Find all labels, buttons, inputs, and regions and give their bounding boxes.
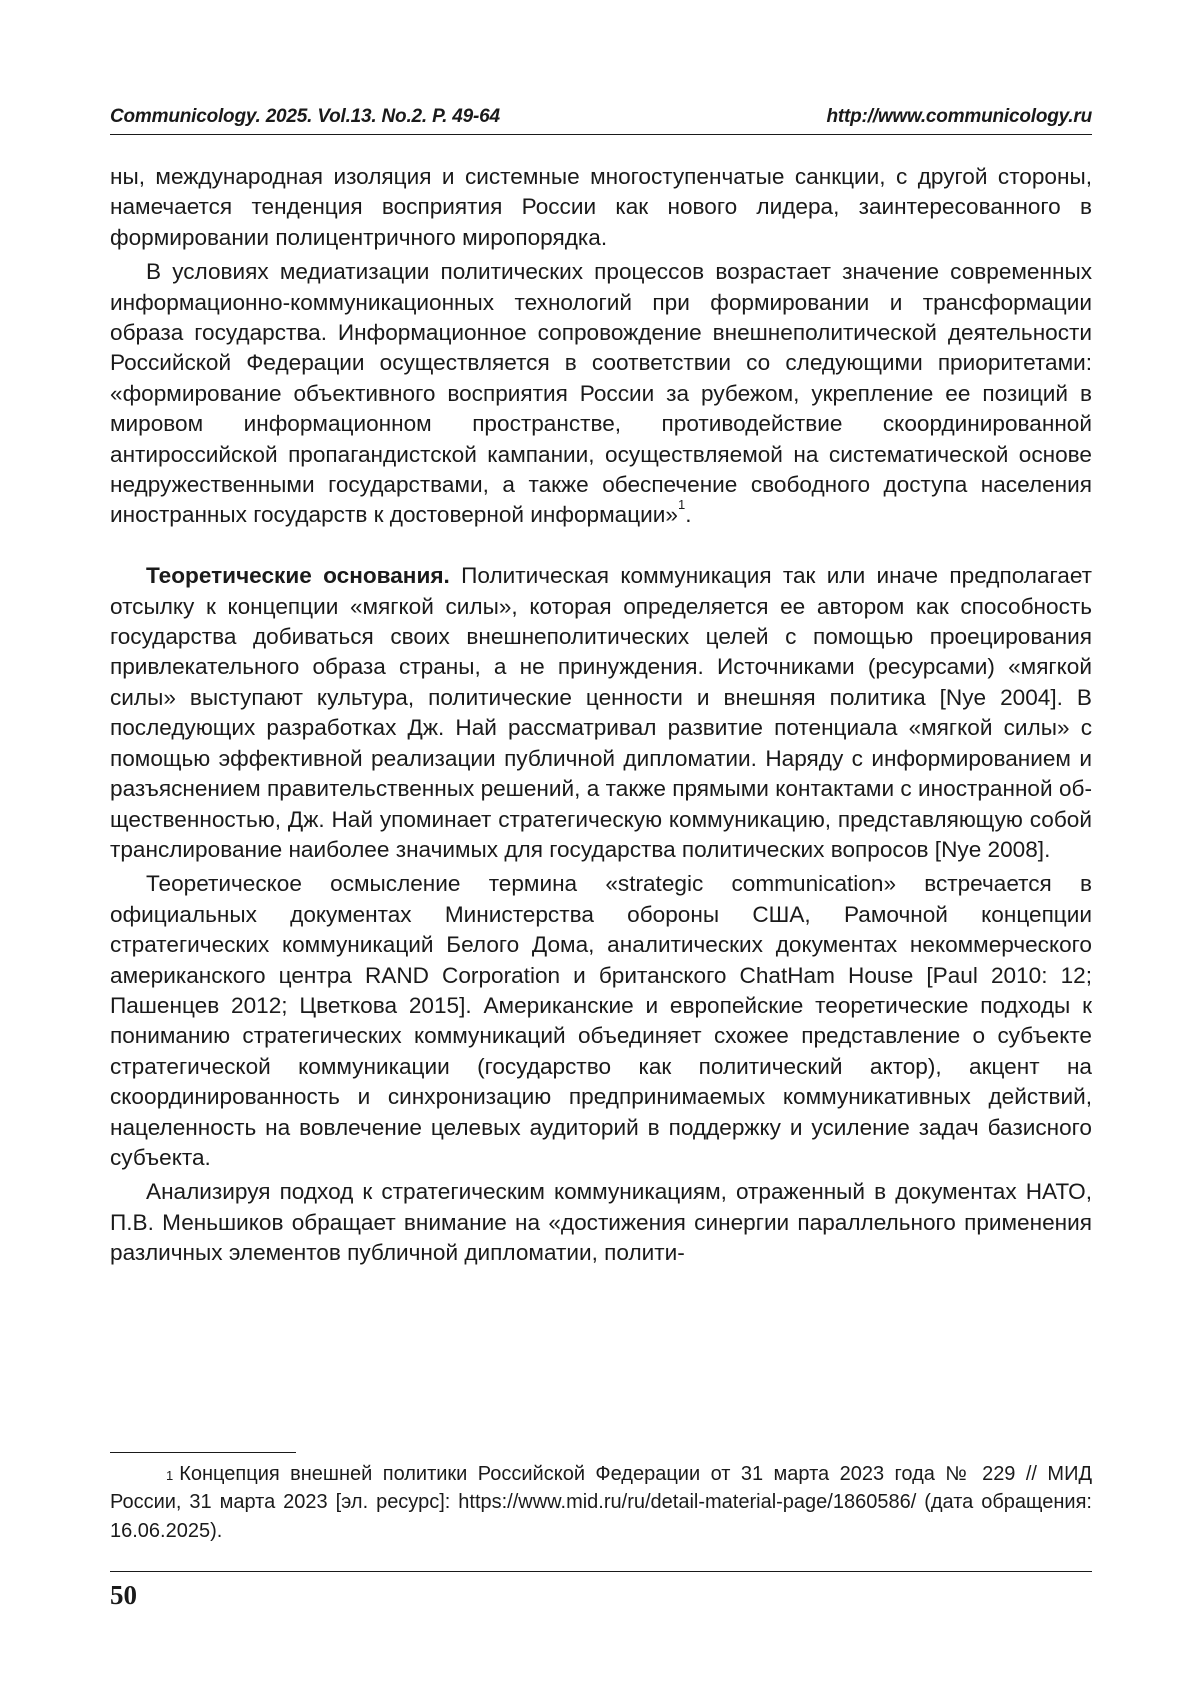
paragraph-2-end: . xyxy=(685,502,692,528)
paragraph-2-text: В условиях медиатизации политических процессов возрастает значение современных информационно-коммуникационных технологий при формировании и трансформации образа государства. Информационное сопровождение внешнеполитической деятельности Российской Федерации осуществляется в соответствии со следующими приоритетами: «формирование объективного восприятия России за рубежом, укрепление ее позиций в мировом информационном пространстве, противодействие скоординированной антироссийской пропагандистской кампании, осуществляемой на систематической основе недружественными государствами, а также обеспечение свободного доступа населения иностранных государств к достоверной информации» xyxy=(110,259,1092,528)
footnote-reference: 1 xyxy=(677,497,686,513)
journal-citation: Communicology. 2025. Vol.13. No.2. P. 49-64 xyxy=(110,106,500,127)
journal-url: http://www.communicology.ru xyxy=(826,106,1092,127)
paragraph-3-text: Политическая коммуникация так или иначе предполагает отсылку к концепции «мягкой силы», которая определяется ее автором как способность государства добиваться своих внешнеполитических целей с помощью проецирования привлекательного образа страны, а не принуждения. Источниками (ресурсами) «мягкой силы» выступают культура, политические ценности и внешняя политика [Nye 2004]. В последующих разработках Дж. Най рассматривал развитие потенциала «мягкой силы» с помощью эффективной реализации публичной дипломатии. Наряду с информированием и разъяснением правительственных решений, а также прямыми контактами с иностранной общественностью, Дж. Най упоминает стратегическую коммуникацию, представляющую собой транслирование наиболее значимых для государства политических вопросов [Nye 2008]. xyxy=(110,563,1092,862)
paragraph-2 xyxy=(110,257,1092,531)
paragraph-3 xyxy=(110,561,1092,865)
paragraph-4: Теоретическое осмысление термина «strategic communication» встречается в официальных документах Министерства обороны США, Рамочной концепции стратегических коммуникаций Белого Дома, аналитических документах некоммерческого американского центра RAND Corporation и британского ChatHam House [Paul 2010: 12; Пашенцев 2012; Цветкова 2015]. Американские и европейские теоретические подходы к пониманию стратегических коммуникаций объединяет схожее представление о субъекте стратегической коммуникации (государство как политический актор), акцент на скоординированность и синхронизацию предпринимаемых коммуникативных действий, нацеленность на вовлечение целевых аудиторий в поддержку и усиление задач базисного субъекта. xyxy=(110,871,1092,1170)
footnote-text: Концепция внешней политики Российской Федерации от 31 марта 2023 года № 229 // МИД России, 31 марта 2023 [эл. ресурс]: https://www.mid.ru/ru/detail-material-page/1860586/ (дата обращения: 16.06.2025). xyxy=(110,1463,1092,1542)
paragraph-1: ны, международная изоляция и системные многоступенчатые санкции, с другой стороны, намечается тенденция восприятия России как нового лидера, заинтересованного в формировании полицентричного миропорядка. xyxy=(110,164,1092,250)
footnote-mark: 1 xyxy=(166,1468,174,1483)
running-header xyxy=(110,106,1092,135)
page-number: 50 xyxy=(110,1580,137,1610)
section-heading: Теоретические основания. xyxy=(146,563,450,589)
footnote-separator xyxy=(110,1452,296,1453)
body-text xyxy=(110,162,1092,1269)
paragraph-5: Анализируя подход к стратегическим коммуникациям, отраженный в документах НАТО, П.В. Меньшиков обращает внимание на «достижения синергии параллельного применения различных элементов публичной дипломатии, полити- xyxy=(110,1179,1092,1266)
footer-rule xyxy=(110,1571,1092,1572)
footnote xyxy=(110,1460,1092,1545)
